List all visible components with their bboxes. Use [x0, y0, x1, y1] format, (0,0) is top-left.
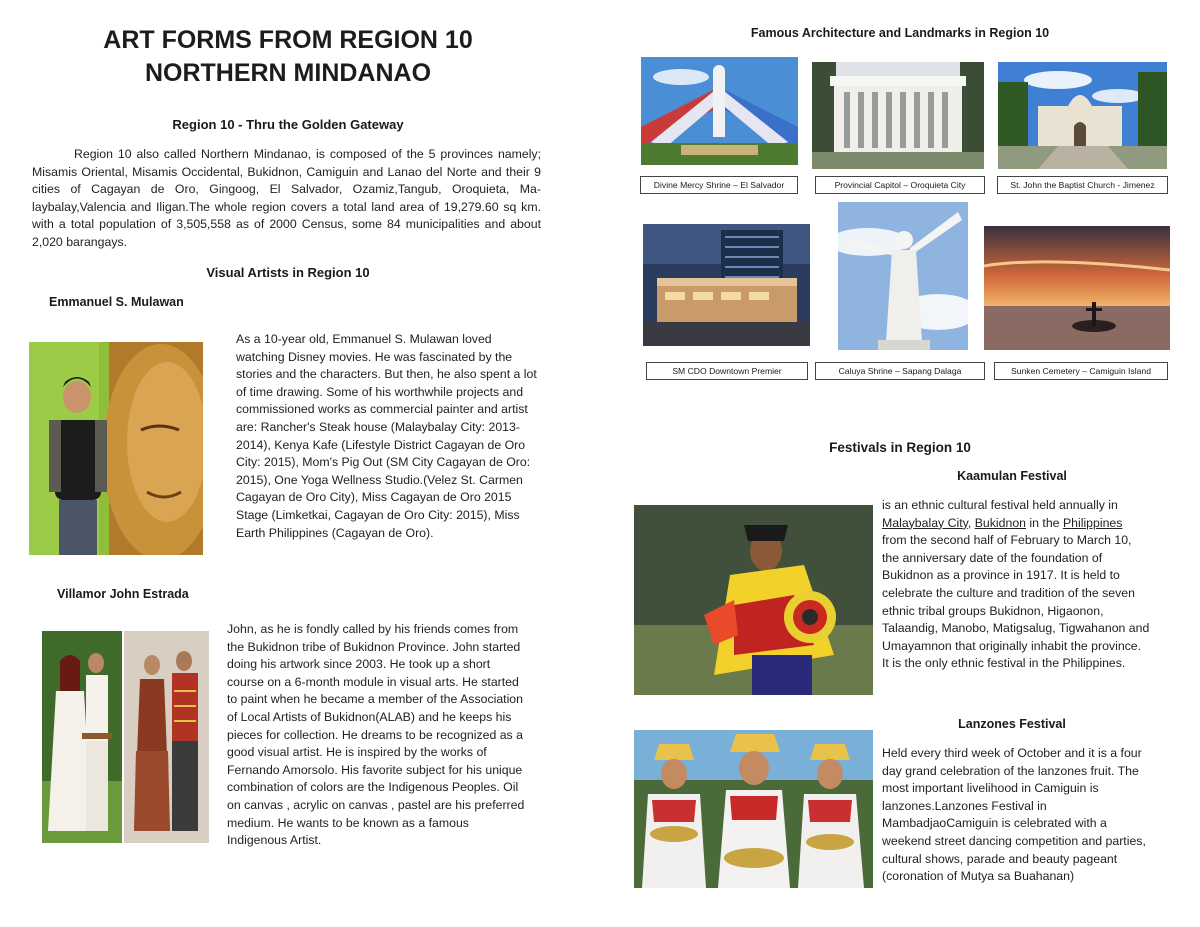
artist-photo-mulawan	[29, 342, 203, 555]
landmark-photo-divine-mercy	[641, 57, 798, 165]
kaamulan-text-4: from the second half of February to March 10, the anniversary date of the foundation of Bukidnon as a province in 1917. It is held to celebrate the culture and tradition of the seven ethnic tribal groups Bukidnon, Higaonon, Talaandig, Manobo, Matigsalug, Tigwahanon and Umayamnon that originally inhabit the province. It is the only ethnic festival in the Philippines.	[882, 533, 1150, 671]
artist-bio-estrada: John, as he is fondly called by his friends comes from the Bukidnon tribe of Bukidnon Province. John started doing his artwork since 2003. He took up a short course on a 6-month module in visual arts. He started to paint when he became a member of the Association of Local Artists of Bukidnon(ALAB) and he keeps his pieces for collection. He dreams to be recognized as a good visual artist. He is inspired by the works of Fernando Amorsolo. His favorite subject for his unique combination of colors are the Indigenous Peoples. Oil on canvas , acrylic on canvas , pastel are his preferred medium. He wants to be known as a famous Indigenous Artist.	[227, 622, 525, 848]
landmark-caption-sm-cdo: SM CDO Downtown Premier	[646, 362, 808, 380]
landmark-caption-capitol: Provincial Capitol – Oroquieta City	[815, 176, 985, 194]
lanzones-photo	[634, 730, 873, 888]
link-malaybalay-city[interactable]: Malaybalay City	[882, 515, 968, 530]
lanzones-title: Lanzones Festival	[958, 717, 1066, 731]
kaamulan-text-3: in the	[1026, 515, 1063, 530]
landmark-photo-capitol	[812, 62, 984, 169]
kaamulan-text-1: is an ethnic cultural festival held annually in	[882, 498, 1118, 512]
artist-photo-estrada	[42, 631, 122, 843]
page-title-line2: NORTHERN MINDANAO	[144, 59, 432, 87]
kaamulan-title: Kaamulan Festival	[957, 469, 1067, 483]
kaamulan-text-2: ,	[967, 515, 975, 530]
kaamulan-photo	[634, 505, 873, 695]
landmark-photo-caluya-shrine	[838, 202, 968, 350]
landmark-caption-sunken-cemetery: Sunken Cemetery – Camiguin Island	[994, 362, 1168, 380]
link-bukidnon[interactable]: Bukidnon	[974, 515, 1027, 530]
landmarks-heading: Famous Architecture and Landmarks in Region 10	[750, 26, 1050, 40]
artist-name-mulawan: Emmanuel S. Mulawan	[49, 295, 184, 309]
festivals-heading: Festivals in Region 10	[829, 440, 971, 455]
page-title-line1: ART FORMS FROM REGION 10	[103, 26, 473, 54]
lanzones-description: Held every third week of October and it is a four day grand celebration of the lanzones fruit. The most important livelihood in Camiguin is lanzones.Lanzones Festival in MambadjaoCamiguin is celebrated with a weekend street dancing competition and parties, cultural shows, parade and beauty pageant (coronation of Mutya sa Buahanan)	[882, 746, 1146, 884]
artist-painting-estrada	[124, 631, 209, 843]
intro-paragraph: Region 10 also called Northern Mindanao, is composed of the 5 provinces namely; Misamis Oriental, Misamis Occidental, Bukidnon, Camiguin and Lanao del Norte and their 9 cities of Cagayan de Oro, Gingoog, El Salvador, Ozamiz,Tangub, Oroquieta, Ma- laybalay,Valencia and Iligan.The whole region covers a total land area of 19,279.60 sq km. with a total population of 3,505,558 as of 2000 Census, some 84 municipalities and about 2,020 barangays.	[32, 147, 541, 249]
landmark-photo-sm-cdo	[643, 224, 810, 346]
link-philippines[interactable]: Philippines	[1062, 515, 1123, 530]
landmark-caption-divine-mercy: Divine Mercy Shrine – El Salvador	[640, 176, 798, 194]
page-title	[40, 24, 536, 90]
kaamulan-description	[882, 497, 1150, 673]
landmark-photo-jimenez-church	[998, 62, 1167, 169]
landmark-caption-caluya-shrine: Caluya Shrine – Sapang Dalaga	[815, 362, 985, 380]
landmark-photo-sunken-cemetery	[984, 226, 1170, 350]
landmark-caption-jimenez-church: St. John the Baptist Church - Jimenez	[997, 176, 1168, 194]
intro-heading: Region 10 - Thru the Golden Gateway	[172, 117, 404, 132]
artist-bio-mulawan: As a 10-year old, Emmanuel S. Mulawan loved watching Disney movies. He was fascinated by the stories and the characters. But then, he also spent a lot of time drawing. Some of his worthwhile projects and commissioned works as commercial painter and artist are: Rancher's Steak house (Malaybalay City: 2013-2014), Kenya Kafe (Lifestyle District Cagayan de Oro City: 2015), Mom's Pig Out (SM City Cagayan de Oro: 2015), One Yoga Wellness Studio.(Velez St. Carmen Cagayan de Oro City), Miss Cagayan de Oro 2015 Stage (Limketkai, Cagayan de Oro City: 2015), Miss Earth Philippines (Cagayan de Oro).	[236, 332, 537, 540]
artist-name-estrada: Villamor John Estrada	[57, 587, 189, 601]
artists-heading: Visual Artists in Region 10	[206, 265, 370, 280]
